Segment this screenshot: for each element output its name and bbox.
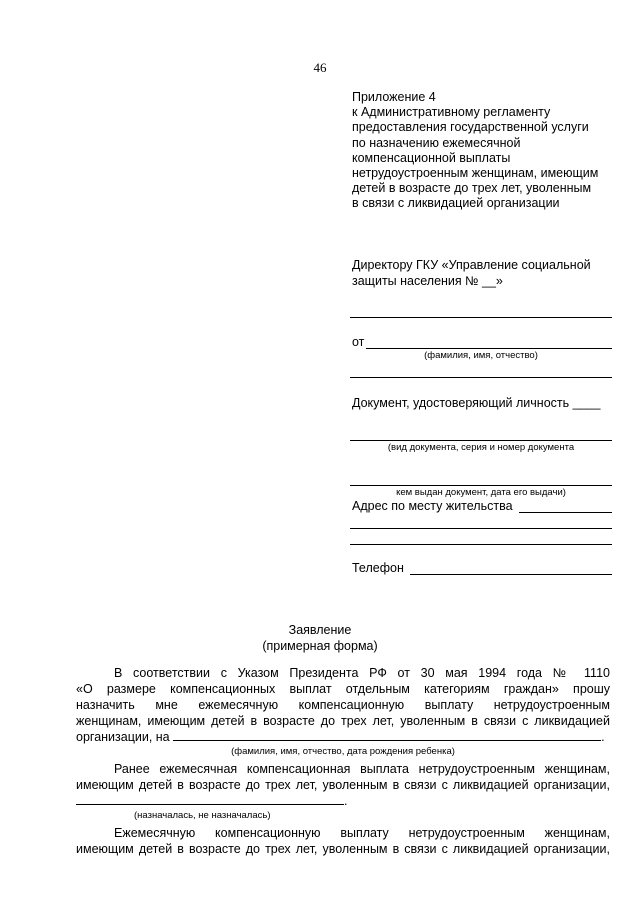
residence-fill-line[interactable] <box>519 512 612 513</box>
issued-fill-line[interactable] <box>350 485 612 486</box>
paragraph-3-line: Ежемесячную компенсационную выплату нетрудоустроенным женщинам, <box>114 826 610 840</box>
appendix-header <box>352 90 598 212</box>
paragraph-1-line: женщинам, имеющим детей в возрасте до трех лет, уволенным в связи с ликвидацией <box>76 714 610 728</box>
paragraph-2-period: . <box>344 794 348 808</box>
paragraph-1-period: . <box>601 730 605 744</box>
paragraph-2-last-line <box>76 793 610 809</box>
blank-line[interactable] <box>350 317 612 318</box>
addressee-line-1: Директору ГКУ «Управление социальной <box>352 258 591 272</box>
appendix-line: предоставления государственной услуги <box>352 120 589 135</box>
previous-payment-caption: (назначалась, не назначалась) <box>134 810 271 821</box>
paragraph-1-line: «О размере компенсационных выплат отдельным категориям граждан» прошу <box>76 682 610 696</box>
blank-line[interactable] <box>350 544 612 545</box>
phone-fill-line[interactable] <box>410 574 612 575</box>
from-fill-line[interactable] <box>366 348 612 349</box>
previous-payment-fill-line[interactable] <box>76 793 344 805</box>
appendix-line: по назначению ежемесячной <box>352 135 521 150</box>
from-caption: (фамилия, имя, отчество) <box>424 350 538 361</box>
blank-line[interactable] <box>350 377 612 378</box>
appendix-line: детей в возрасте до трех лет, уволенным <box>352 181 592 196</box>
phone-label: Телефон <box>352 561 404 575</box>
paragraph-2-line: имеющим детей в возрасте до трех лет, уволенным в связи с ликвидацией организации, <box>76 778 610 792</box>
residence-label: Адрес по месту жительства <box>352 499 513 513</box>
id-document-label: Документ, удостоверяющий личность ____ <box>352 396 601 410</box>
appendix-line: к Административному регламенту <box>352 105 551 120</box>
paragraph-3-line: имеющим детей в возрасте до трех лет, уволенным в связи с ликвидацией организации, <box>76 842 610 856</box>
child-info-caption: (фамилия, имя, отчество, дата рождения ребенка) <box>231 746 455 757</box>
paragraph-1-line: назначить мне ежемесячную компенсационную выплату нетрудоустроенным <box>76 698 610 712</box>
statement-title: Заявление <box>288 623 352 637</box>
paragraph-1-last-line <box>76 729 610 745</box>
addressee-line-2: защиты населения № __» <box>352 274 503 288</box>
appendix-line: компенсационной выплаты <box>352 150 511 165</box>
issued-caption: кем выдан документ, дата его выдачи) <box>396 487 566 498</box>
id-document-fill-line[interactable] <box>350 440 612 441</box>
appendix-line: Приложение 4 <box>352 90 436 104</box>
paragraph-1-line: В соответствии с Указом Президента РФ от 30 мая 1994 года № 1110 <box>114 666 610 680</box>
blank-line[interactable] <box>350 528 612 529</box>
from-label: от <box>352 335 365 349</box>
child-info-fill-line[interactable] <box>173 729 601 741</box>
id-document-caption: (вид документа, серия и номер документа <box>387 442 575 453</box>
appendix-line: нетрудоустроенным женщинам, имеющим <box>352 166 599 181</box>
appendix-line: в связи с ликвидацией организации <box>352 196 560 211</box>
paragraph-2-line: Ранее ежемесячная компенсационная выплата нетрудоустроенным женщинам, <box>114 762 610 776</box>
statement-subtitle: (примерная форма) <box>262 639 378 653</box>
page-number: 46 <box>313 60 327 75</box>
paragraph-1-prefix: организации, на <box>76 730 170 744</box>
